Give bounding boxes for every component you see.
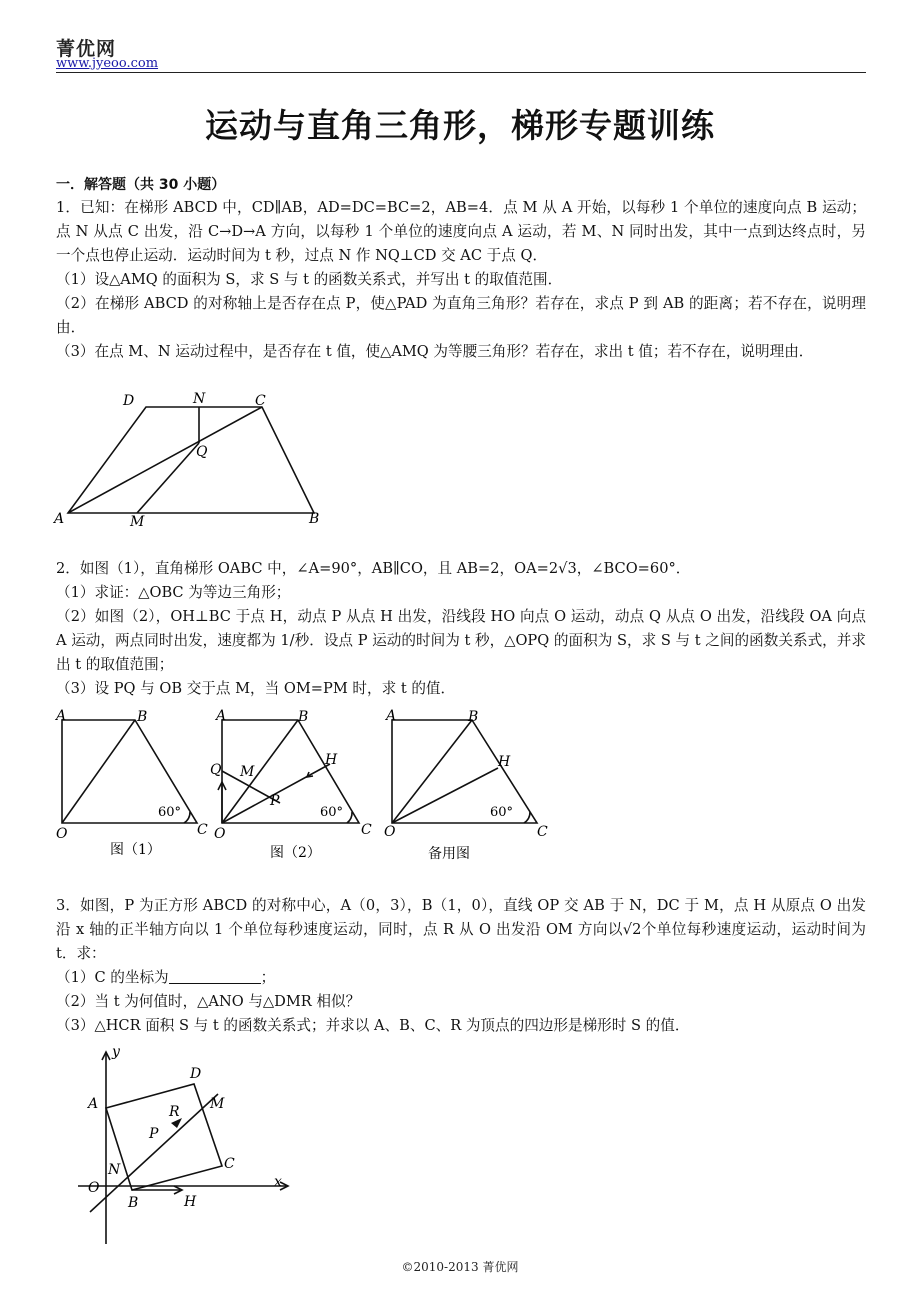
caption-fig1: 图（1） <box>110 842 161 858</box>
label-O: O <box>384 824 396 840</box>
axis-x-label: x <box>274 1174 282 1190</box>
label-D: D <box>123 393 135 409</box>
label-Q: Q <box>196 444 208 460</box>
q1-figure <box>50 386 340 540</box>
label-R: R <box>169 1104 180 1120</box>
page-header <box>56 34 866 74</box>
q1-part3: （3）在点 M、N 运动过程中，是否存在 t 值，使△AMQ 为等腰三角形？若存在，求出 t 值；若不存在，说明理由． <box>56 343 814 360</box>
label-D: D <box>190 1066 202 1082</box>
trapezoid-diagram <box>50 386 340 536</box>
label-H: H <box>325 752 338 768</box>
label-A: A <box>386 708 397 724</box>
label-A: A <box>216 708 227 724</box>
brand-logo: 菁优网 <box>56 38 117 60</box>
answer-blank[interactable] <box>169 969 261 984</box>
label-O: O <box>214 826 226 842</box>
label-C: C <box>537 824 548 840</box>
label-A: A <box>54 511 65 527</box>
q3-part2: （2）当 t 为何值时，△ANO 与△DMR 相似？ <box>56 993 361 1010</box>
label-A: A <box>56 708 67 724</box>
q2-figure-2 <box>210 706 390 870</box>
label-C: C <box>361 822 372 838</box>
label-O: O <box>56 826 68 842</box>
label-H: H <box>184 1194 197 1210</box>
q1-stem: 1．已知：在梯形 ABCD 中，CD∥AB，AD=DC=BC=2，AB=4．点 M 从 A 开始，以每秒 1 个单位的速度向点 B 运动；点 N 从点 C 出发，沿 C→D→A 方向，以每秒 1 个单位的速度向点 A 运动，若 M、N 同时出发，其中一点到达终点时，另一个点也停止运动．运动时间为 t 秒，过点 N 作 NQ⊥CD 交 AC 于点 Q． <box>56 199 866 264</box>
label-P: P <box>149 1126 159 1142</box>
angle-60: 60° <box>490 805 514 820</box>
label-O: O <box>88 1180 100 1196</box>
label-A: A <box>88 1096 99 1112</box>
angle-60: 60° <box>320 805 344 820</box>
label-C: C <box>197 822 208 838</box>
label-N: N <box>193 391 206 407</box>
label-M: M <box>130 514 145 530</box>
axis-y-label: y <box>112 1044 120 1060</box>
q3-stem: 3．如图，P 为正方形 ABCD 的对称中心，A（0，3），B（1，0），直线 OP 交 AB 于 N，DC 于 M，点 H 从原点 O 出发沿 x 轴的正半轴方向以 1 个单位每秒速度运动，同时，点 R 从 O 出发沿 OM 方向以√2个单位每秒速度运动，运动时间为 t．求： <box>56 897 866 962</box>
label-B: B <box>309 511 320 527</box>
q3-part3: （3）△HCR 面积 S 与 t 的函数关系式；并求以 A、B、C、R 为顶点的四边形是梯形时 S 的值． <box>56 1017 690 1034</box>
q2-figure-spare <box>380 706 560 870</box>
label-Q: Q <box>210 762 222 778</box>
q2-part2: （2）如图（2），OH⊥BC 于点 H，动点 P 从点 H 出发，沿线段 HO 向点 O 运动，动点 Q 从点 O 出发，沿线段 OA 向点 A 运动，两点同时出发，速度都为 1/秒．设点 P 运动的时间为 t 秒，△OPQ 的面积为 S，求 S 与 t 之间的函数关系式，并求出 t 的取值范围； <box>56 608 866 673</box>
label-P: P <box>270 793 280 809</box>
label-B: B <box>137 709 148 725</box>
caption-spare: 备用图 <box>428 846 470 862</box>
q2-part3: （3）设 PQ 与 OB 交于点 M，当 OM=PM 时，求 t 的值． <box>56 680 456 697</box>
label-C: C <box>224 1156 235 1172</box>
label-B: B <box>468 709 479 725</box>
page-footer: ©2010-2013 菁优网 <box>401 1260 519 1274</box>
q2-figure-1 <box>50 706 220 870</box>
caption-fig2: 图（2） <box>270 845 321 861</box>
q1-part2: （2）在梯形 ABCD 的对称轴上是否存在点 P，使△PAD 为直角三角形？若存在，求点 P 到 AB 的距离；若不存在，说明理由． <box>56 295 866 336</box>
page-title: 运动与直角三角形，梯形专题训练 <box>205 106 715 145</box>
label-H: H <box>498 754 511 770</box>
angle-60: 60° <box>158 805 182 820</box>
label-N: N <box>108 1162 121 1178</box>
coordinate-diagram <box>70 1044 310 1254</box>
q3-part1: （1）C 的坐标为 ； <box>56 969 276 986</box>
label-M: M <box>240 764 255 780</box>
label-C: C <box>255 393 266 409</box>
label-B: B <box>128 1195 139 1211</box>
q1-part1: （1）设△AMQ 的面积为 S，求 S 与 t 的函数关系式，并写出 t 的取值范围． <box>56 271 563 288</box>
section-heading: 一．解答题（共 30 小题） <box>56 177 226 193</box>
label-M: M <box>210 1096 225 1112</box>
q3-figure <box>70 1044 310 1258</box>
label-B: B <box>298 709 309 725</box>
q2-stem: 2．如图（1），直角梯形 OABC 中，∠A=90°，AB∥CO，且 AB=2，OA=2√3，∠BCO=60°． <box>56 560 691 577</box>
q2-part1: （1）求证：△OBC 为等边三角形； <box>56 584 291 601</box>
header-divider <box>56 72 866 73</box>
site-url[interactable]: www.jyeoo.com <box>56 56 159 71</box>
